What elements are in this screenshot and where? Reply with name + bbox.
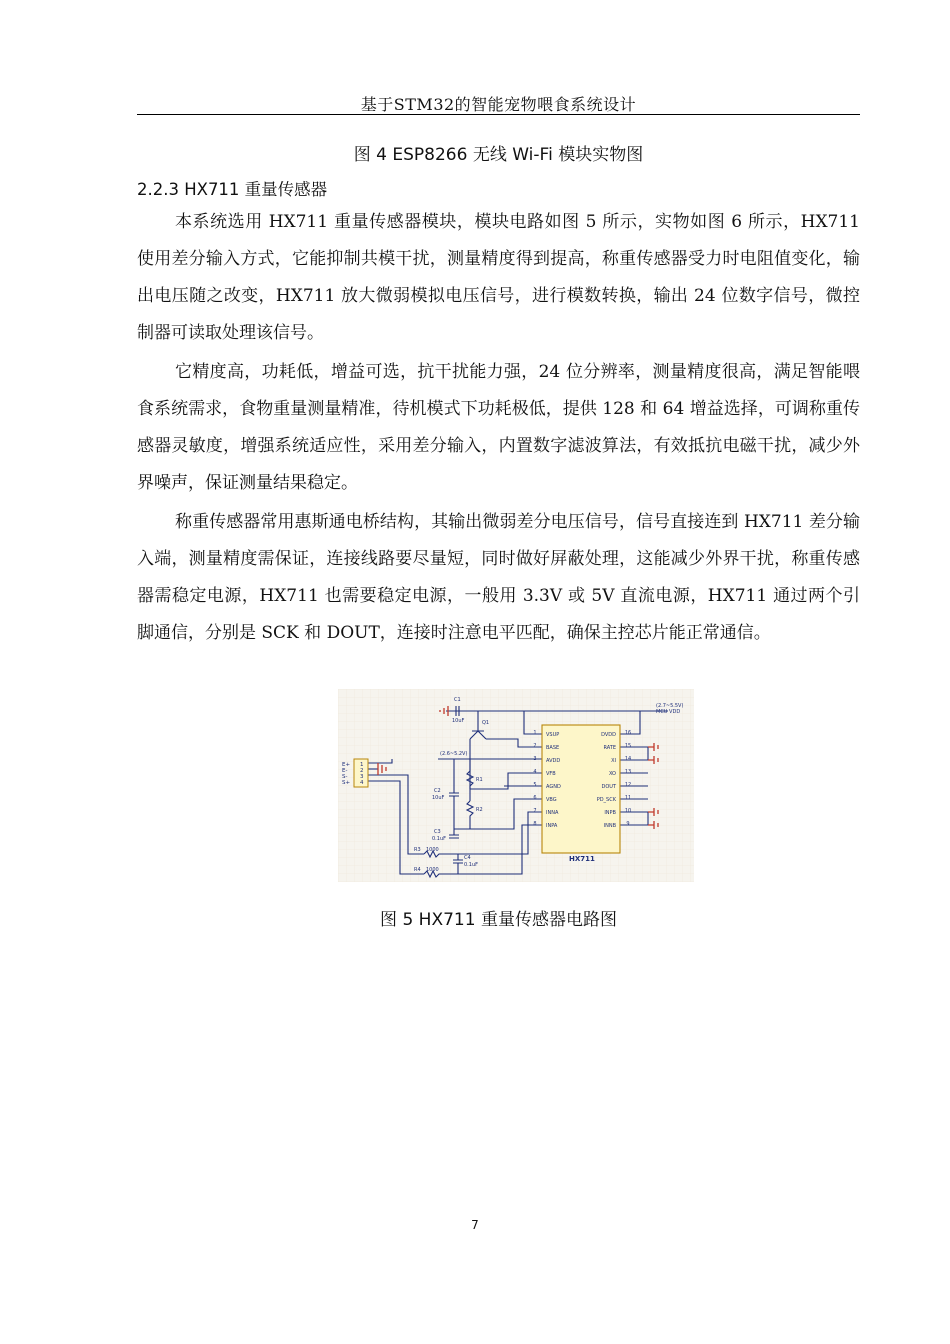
left-pin-number-4: 4 <box>533 769 537 775</box>
c2-value: 10uF <box>432 795 445 801</box>
right-pin-number-9: 9 <box>626 821 630 827</box>
r4-label: R4 <box>414 867 421 873</box>
q1-label: Q1 <box>482 720 490 726</box>
left-pin-name-vsup: VSUP <box>546 732 560 738</box>
connector-label-3: S- <box>342 774 348 780</box>
left-pin-number-5: 5 <box>533 782 537 788</box>
connector-pin-2: 2 <box>360 768 364 774</box>
page-number: 7 <box>471 1218 479 1232</box>
right-pin-name-xo: XO <box>608 771 616 777</box>
right-pin-number-16: 16 <box>624 730 632 736</box>
right-pin-number-11: 11 <box>624 795 632 801</box>
left-pin-name-vfb: VFB <box>546 771 556 777</box>
paragraph-1: 本系统选用 HX711 重量传感器模块，模块电路如图 5 所示，实物如图 6 所示，HX711 使用差分输入方式，它能抑制共模干扰，测量精度得到提高，称重传感器受力时电阻值变化，输出电压随之改变，HX711 放大微弱模拟电压信号，进行模数转换，输出 24 位数字信号，微控制器可读取处理该信号。 <box>137 212 860 343</box>
mcu-label: MCU VDD <box>656 709 681 715</box>
left-pin-name-avdd: AVDD <box>546 758 561 764</box>
c2-label: C2 <box>434 788 441 794</box>
c1-value: 10uF <box>452 718 465 724</box>
right-pin-number-14: 14 <box>624 756 632 762</box>
right-pin-number-15: 15 <box>624 743 632 749</box>
mcu-range: (2.7~5.5V) <box>656 703 684 709</box>
chip-name: HX711 <box>569 855 595 863</box>
right-pin-name-inpb: INPB <box>604 810 616 816</box>
avdd-range: (2.6~5.2V) <box>440 751 468 757</box>
running-header: 基于STM32的智能宠物喂食系统设计 <box>360 95 637 114</box>
connector-label-1: E+ <box>342 762 351 768</box>
left-pin-number-2: 2 <box>533 743 537 749</box>
left-pin-number-3: 3 <box>533 756 537 762</box>
c4-label: C4 <box>464 855 471 861</box>
header-rule <box>137 114 860 115</box>
connector-pin-3: 3 <box>360 774 364 780</box>
figure-4-caption: 图 4 ESP8266 无线 Wi-Fi 模块实物图 <box>353 145 644 165</box>
right-pin-number-12: 12 <box>624 782 632 788</box>
figure-5-caption: 图 5 HX711 重量传感器电路图 <box>380 910 617 930</box>
r2-label: R2 <box>476 807 483 813</box>
c1-label: C1 <box>454 697 461 703</box>
section-heading: 2.2.3 HX711 重量传感器 <box>137 180 328 199</box>
c3-label: C3 <box>434 829 441 835</box>
right-pin-name-innb: INNB <box>603 823 616 829</box>
right-pin-name-rate: RATE <box>603 745 616 751</box>
c3-value: 0.1uF <box>432 836 446 842</box>
connector-pin-1: 1 <box>360 762 364 768</box>
r3-label: R3 <box>414 847 421 853</box>
r3-value: 1000 <box>426 847 439 853</box>
paragraph-2: 它精度高，功耗低，增益可选，抗干扰能力强，24 位分辨率，测量精度很高，满足智能喂食系统需求，食物重量测量精准，待机模式下功耗极低，提供 128 和 64 增益选择，可调称重传感器灵敏度，增强系统适应性，采用差分输入，内置数字滤波算法，有效抵抗电磁干扰，减少外界噪声，保证测量结果稳定。 <box>137 362 860 493</box>
r1-label: R1 <box>476 777 483 783</box>
r4-value: 1000 <box>426 867 439 873</box>
right-pin-name-dvdd: DVDD <box>601 732 616 738</box>
connector-label-2: E- <box>342 768 348 774</box>
connector-label-4: S+ <box>342 780 351 786</box>
left-pin-name-inpa: INPA <box>546 823 558 829</box>
left-pin-number-7: 7 <box>533 808 537 814</box>
left-pin-number-6: 6 <box>533 795 537 801</box>
right-pin-name-dout: DOUT <box>601 784 616 790</box>
left-pin-number-8: 8 <box>533 821 537 827</box>
body-text <box>137 204 860 654</box>
right-pin-name-pd-sck: PD_SCK <box>596 797 616 803</box>
left-pin-name-agnd: AGND <box>546 784 561 790</box>
right-pin-name-xi: XI <box>611 758 616 764</box>
c4-value: 0.1uF <box>464 862 478 868</box>
connector-pin-4: 4 <box>360 780 364 786</box>
left-pin-name-vbg: VBG <box>546 797 557 803</box>
left-pin-name-inna: INNA <box>546 810 559 816</box>
hx711-circuit-figure <box>338 689 694 882</box>
right-pin-number-10: 10 <box>624 808 632 814</box>
right-pin-number-13: 13 <box>624 769 632 775</box>
left-pin-number-1: 1 <box>533 730 537 736</box>
left-pin-name-base: BASE <box>546 745 560 751</box>
paragraph-3: 称重传感器常用惠斯通电桥结构，其输出微弱差分电压信号，信号直接连到 HX711 差分输入端，测量精度需保证，连接线路要尽量短，同时做好屏蔽处理，这能减少外界干扰，称重传感器需稳定电源，HX711 也需要稳定电源，一般用 3.3V 或 5V 直流电源，HX711 通过两个引脚通信，分别是 SCK 和 DOUT，连接时注意电平匹配，确保主控芯片能正常通信。 <box>137 512 860 643</box>
